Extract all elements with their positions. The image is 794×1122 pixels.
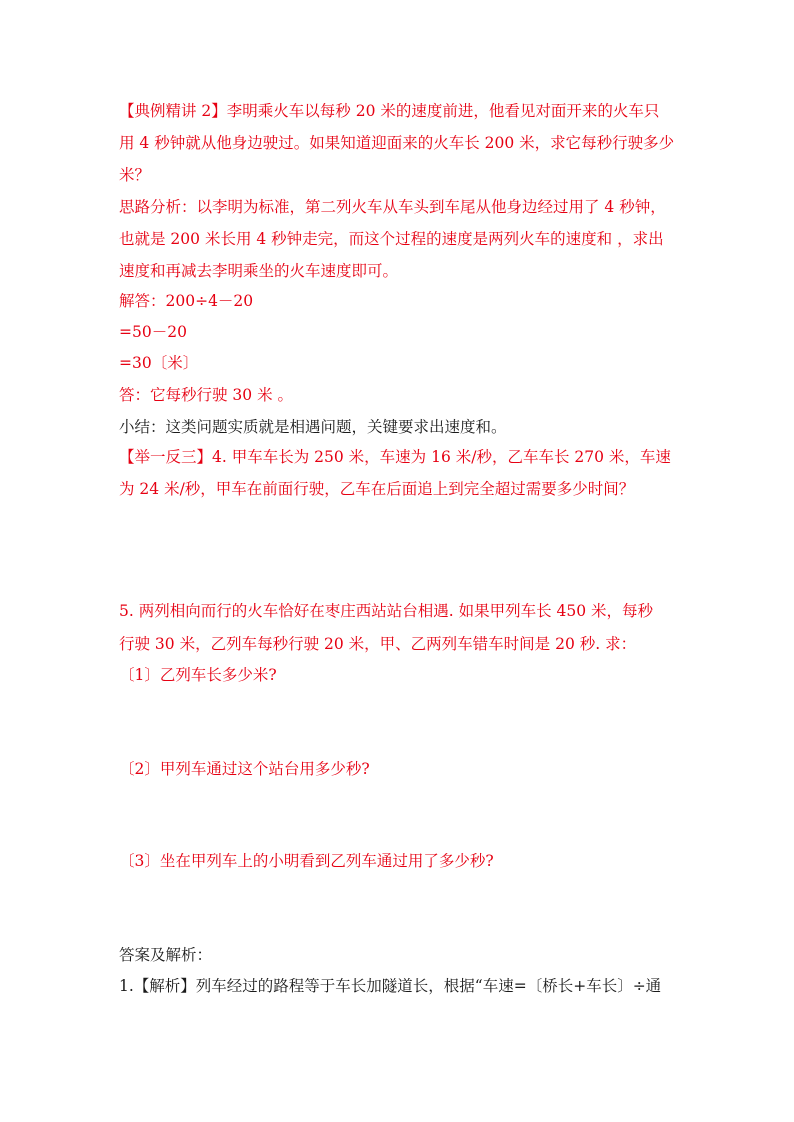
problem5-question-2: 〔2〕甲列车通过这个站台用多少秒?	[119, 760, 370, 778]
answers-line-1: 1.【解析】列车经过的路程等于车长加隧道长，根据“车速=〔桥长+车长〕÷通	[119, 977, 662, 995]
example-line-2: 用 4 秒钟就从他身边驶过。如果知道迎面来的火车长 200 米，求它每秒行驶多少	[119, 134, 675, 152]
example-line-1: 【典例精讲 2】李明乘火车以每秒 20 米的速度前进，他看见对面开来的火车只	[119, 102, 660, 120]
analysis-line-1: 思路分析：以李明为标准，第二列火车从车头到车尾从他身边经过用了 4 秒钟，	[119, 198, 666, 216]
solution-answer: 答：它每秒行驶 30 米 。	[119, 386, 294, 404]
example-line-3: 米？	[119, 166, 151, 184]
practice4-line-2: 为 24 米/秒，甲车在前面行驶，乙车在后面追上到完全超过需要多少时间？	[119, 480, 635, 498]
summary-text: 小结：这类问题实质就是相遇问题，关键要求出速度和。	[119, 418, 507, 436]
practice4-line-1: 【举一反三】4. 甲车车长为 250 米，车速为 16 米/秒，乙车车长 270 米，车速	[119, 448, 671, 466]
problem5-question-3: 〔3〕坐在甲列车上的小明看到乙列车通过用了多少秒?	[119, 852, 494, 870]
problem5-line-1: 5. 两列相向而行的火车恰好在枣庄西站站台相遇. 如果甲列车长 450 米，每秒	[119, 602, 654, 620]
solution-line-3: =30〔米〕	[119, 354, 199, 372]
problem5-question-1: 〔1〕乙列车长多少米?	[119, 666, 277, 684]
solution-line-2: =50－20	[119, 323, 187, 341]
analysis-line-2: 也就是 200 米长用 4 秒钟走完，而这个过程的速度是两列火车的速度和 ，求出	[119, 230, 664, 248]
solution-line-1: 解答：200÷4－20	[119, 292, 254, 310]
problem5-line-2: 行驶 30 米，乙列车每秒行驶 20 米，甲、乙两列车错车时间是 20 秒. 求：	[119, 635, 637, 653]
analysis-line-3: 速度和再减去李明乘坐的火车速度即可。	[119, 262, 399, 280]
answers-heading: 答案及解析：	[119, 946, 213, 964]
